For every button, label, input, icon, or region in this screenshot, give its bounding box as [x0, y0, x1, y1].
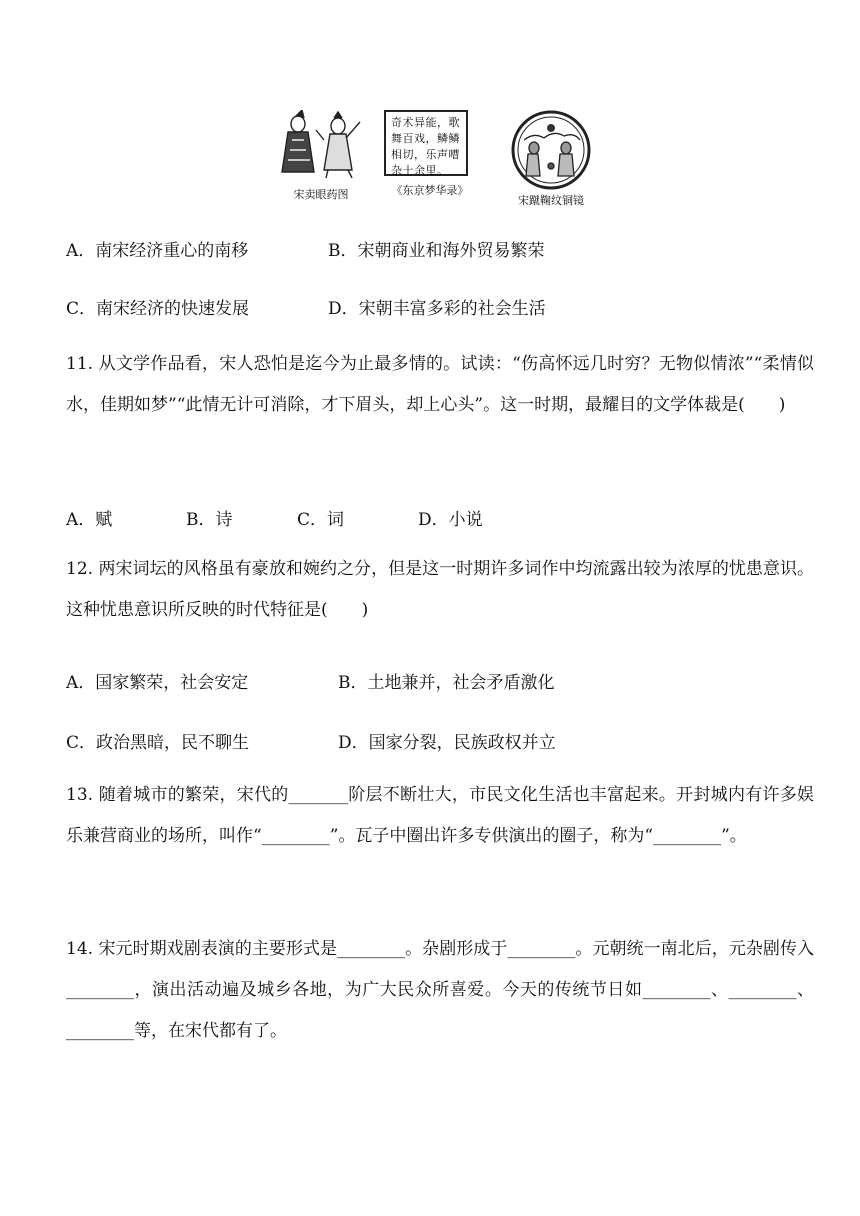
q11-option-d: D．小说 [418, 510, 483, 530]
q14-stem: 14. 宋元时期戏剧表演的主要形式是________。杂剧形成于________。元朝统一南北后，元杂剧传入________，演出活动遍及城乡各地，为广大民众所喜爱。今天的传统节日如________、________、________等，在宋代都有了。 [66, 939, 814, 1041]
figure-caption: 《东京梦华录》 [391, 184, 469, 197]
q10-option-b: B．宋朝商业和海外贸易繁荣 [328, 241, 545, 261]
q11-option-b: B．诗 [186, 510, 233, 530]
q13-stem: 13. 随着城市的繁荣，宋代的_______阶层不断壮大，市民文化生活也丰富起来。开封城内有许多娱乐兼营商业的场所，叫作“________”。瓦子中圈出许多专供演出的圈子，称为“________”。 [66, 785, 814, 846]
q10-option-d: D．宋朝丰富多彩的社会生活 [328, 299, 546, 319]
q12-option-d: D．国家分裂，民族政权并立 [338, 733, 556, 753]
figure-strip [276, 110, 606, 208]
q11-option-a: A．赋 [66, 510, 113, 530]
figure-caption: 宋蹴鞠纹铜镜 [518, 194, 584, 207]
figure-eye-medicine [276, 110, 366, 202]
q12-option-b: B．土地兼并，社会矛盾激化 [338, 673, 555, 693]
q12-stem: 12. 两宋词坛的风格虽有豪放和婉约之分，但是这一时期许多词作中均流露出较为浓厚的忧患意识。这种忧患意识所反映的时代特征是( ) [66, 559, 814, 620]
poem-box: 奇术异能，歌舞百戏，鳞鳞相切，乐声嘈杂十余里。 [384, 110, 468, 176]
q11-option-c: C．词 [297, 510, 345, 530]
q12-option-a: A．国家繁荣，社会安定 [66, 673, 249, 693]
figure-dongjing-menghua-lu [384, 110, 476, 198]
figure-cuju-mirror [504, 110, 598, 208]
bronze-mirror-illustration [504, 110, 598, 190]
q11-stem: 11. 从文学作品看，宋人恐怕是迄今为止最多情的。试读：“伤高怀远几时穷？无物似情浓”“柔情似水，佳期如梦”“此情无计可消除，才下眉头，却上心头”。这一时期，最耀目的文学体裁是( ) [66, 354, 814, 415]
figure-caption: 宋卖眼药图 [293, 188, 349, 201]
eye-medicine-illustration [276, 110, 366, 180]
q12-option-c: C．政治黑暗，民不聊生 [66, 733, 250, 753]
q10-option-c: C．南宋经济的快速发展 [66, 299, 250, 319]
q10-option-a: A．南宋经济重心的南移 [66, 241, 249, 261]
